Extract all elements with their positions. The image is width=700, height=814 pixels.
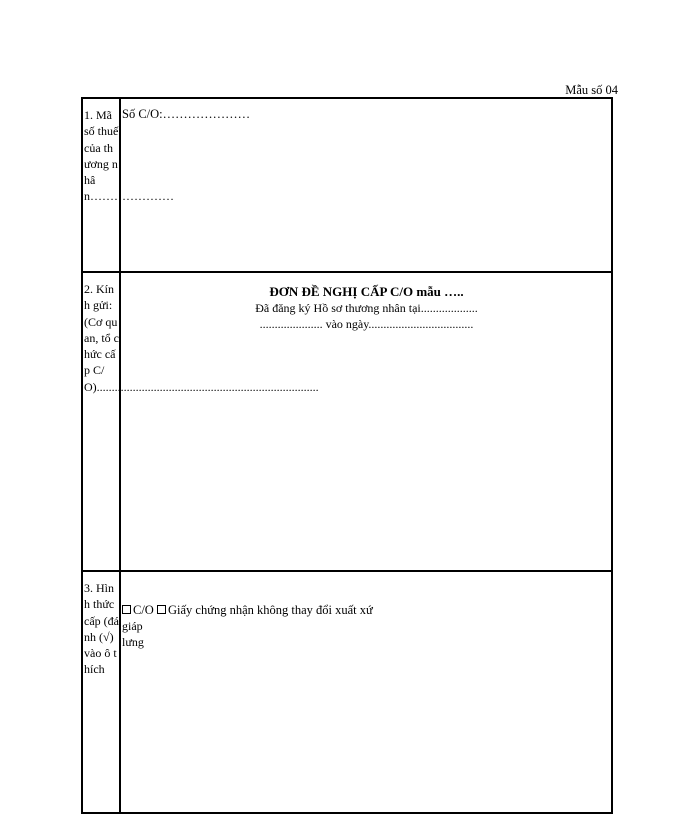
registration-date-line[interactable]: ..................... vào ngày................................... [259,317,474,331]
application-header [122,284,611,332]
issuance-options [122,602,611,618]
recipient-label: 2. Kính gửi: (Cơ quan, tổ chức cấp C/O).......................................................................... [83,273,121,570]
co-option-label: C/O [133,603,154,617]
application-header-cell [121,273,611,570]
issuance-options-cell [121,572,611,812]
co-checkbox[interactable] [122,605,131,614]
tax-code-label: 1. Mã số thuế của thương nhân………………… [83,99,121,271]
back-to-back-label: giáp lưng [122,619,144,649]
application-form-table [81,97,613,814]
certificate-checkbox[interactable] [157,605,166,614]
form-number: Mẫu số 04 [565,83,618,97]
certificate-option-label: Giấy chứng nhận không thay đổi xuất xứ [167,603,373,617]
issuance-type-label: 3. Hình thức cấp (đánh (√) vào ô thích [83,572,121,812]
co-number-cell [121,99,611,271]
co-number-field[interactable]: Số C/O:………………… [122,107,251,121]
form-title: ĐƠN ĐỀ NGHỊ CẤP C/O mẫu ….. [269,284,464,299]
row-recipient [83,273,611,572]
row-issuance-type [83,572,611,812]
registration-line[interactable]: Đã đăng ký Hồ sơ thương nhân tại................... [255,301,478,315]
row-tax-code [83,99,611,273]
